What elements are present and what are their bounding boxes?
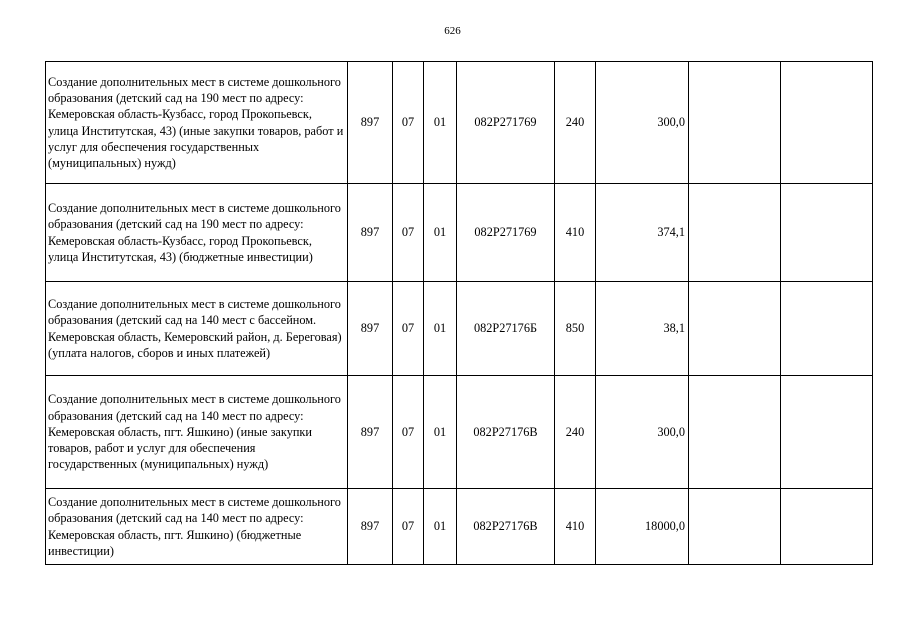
row-extra-1 bbox=[689, 282, 781, 376]
table-row bbox=[46, 184, 873, 282]
row-extra-2 bbox=[781, 62, 873, 184]
row-expense-type: 850 bbox=[555, 282, 596, 376]
row-section-code: 07 bbox=[393, 376, 424, 489]
table-row bbox=[46, 282, 873, 376]
row-section-code: 07 bbox=[393, 282, 424, 376]
row-extra-2 bbox=[781, 376, 873, 489]
table-row bbox=[46, 489, 873, 565]
page-number: 626 bbox=[444, 25, 461, 37]
table-row bbox=[46, 376, 873, 489]
row-expense-type: 240 bbox=[555, 376, 596, 489]
row-ministry-code: 897 bbox=[348, 62, 393, 184]
row-amount: 300,0 bbox=[596, 376, 689, 489]
row-name: Создание дополнительных мест в системе дошкольного образования (детский сад на 140 мест с бассейном. Кемеровская область, Кемеровский район, д. Береговая) (уплата налогов, сборов и иных платежей) bbox=[46, 282, 348, 376]
row-expense-type: 410 bbox=[555, 184, 596, 282]
budget-table bbox=[45, 61, 873, 565]
row-expense-type: 240 bbox=[555, 62, 596, 184]
row-ministry-code: 897 bbox=[348, 376, 393, 489]
row-ministry-code: 897 bbox=[348, 489, 393, 565]
row-subsection-code: 01 bbox=[424, 184, 457, 282]
row-name: Создание дополнительных мест в системе дошкольного образования (детский сад на 190 мест по адресу: Кемеровская область-Кузбасс, город Прокопьевск, улица Институтская, 43) (иные закупки товаров, работ и услуг для обеспечения государственных (муниципальных) нужд) bbox=[46, 62, 348, 184]
row-target-code: 082Р27176В bbox=[457, 489, 555, 565]
row-target-code: 082Р27176Б bbox=[457, 282, 555, 376]
row-expense-type: 410 bbox=[555, 489, 596, 565]
row-subsection-code: 01 bbox=[424, 376, 457, 489]
row-ministry-code: 897 bbox=[348, 184, 393, 282]
row-section-code: 07 bbox=[393, 184, 424, 282]
row-amount: 374,1 bbox=[596, 184, 689, 282]
row-ministry-code: 897 bbox=[348, 282, 393, 376]
row-section-code: 07 bbox=[393, 62, 424, 184]
row-extra-1 bbox=[689, 489, 781, 565]
row-extra-2 bbox=[781, 489, 873, 565]
row-amount: 18000,0 bbox=[596, 489, 689, 565]
row-name: Создание дополнительных мест в системе дошкольного образования (детский сад на 190 мест по адресу: Кемеровская область-Кузбасс, город Прокопьевск, улица Институтская, 43) (бюджетные инвестиции) bbox=[46, 184, 348, 282]
row-subsection-code: 01 bbox=[424, 489, 457, 565]
row-target-code: 082Р271769 bbox=[457, 62, 555, 184]
row-extra-1 bbox=[689, 376, 781, 489]
table-row bbox=[46, 62, 873, 184]
row-extra-2 bbox=[781, 282, 873, 376]
row-extra-2 bbox=[781, 184, 873, 282]
row-amount: 300,0 bbox=[596, 62, 689, 184]
row-subsection-code: 01 bbox=[424, 62, 457, 184]
row-name: Создание дополнительных мест в системе дошкольного образования (детский сад на 140 мест по адресу: Кемеровская область, пгт. Яшкино) (иные закупки товаров, работ и услуг для обеспечения государственных (муниципальных) нужд) bbox=[46, 376, 348, 489]
row-amount: 38,1 bbox=[596, 282, 689, 376]
row-target-code: 082Р27176В bbox=[457, 376, 555, 489]
row-extra-1 bbox=[689, 62, 781, 184]
row-extra-1 bbox=[689, 184, 781, 282]
row-subsection-code: 01 bbox=[424, 282, 457, 376]
row-target-code: 082Р271769 bbox=[457, 184, 555, 282]
row-section-code: 07 bbox=[393, 489, 424, 565]
row-name: Создание дополнительных мест в системе дошкольного образования (детский сад на 140 мест по адресу: Кемеровская область, пгт. Яшкино) (бюджетные инвестиции) bbox=[46, 489, 348, 565]
